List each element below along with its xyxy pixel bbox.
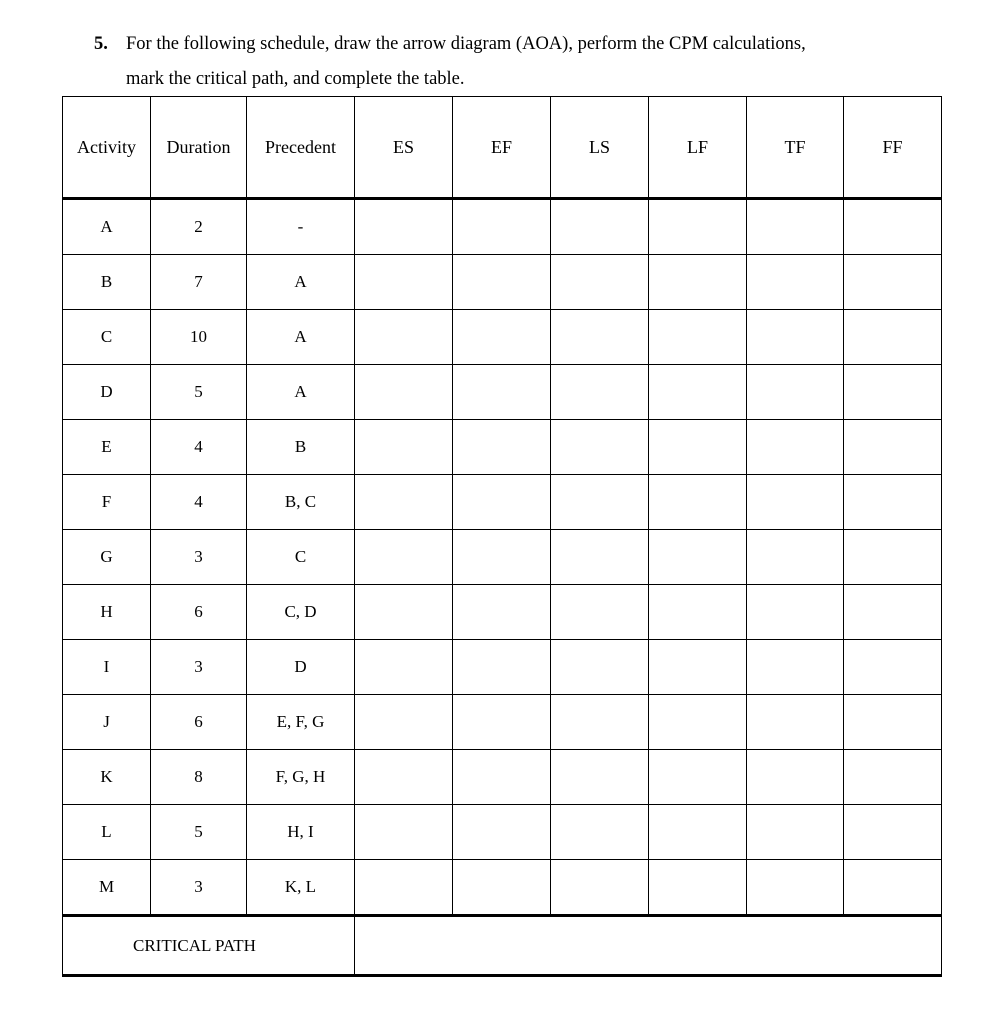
- activity-cell: B: [63, 255, 151, 310]
- activity-cell: G: [63, 530, 151, 585]
- ef-cell[interactable]: [453, 585, 551, 640]
- ff-cell[interactable]: [844, 805, 942, 860]
- ls-cell[interactable]: [551, 255, 649, 310]
- tf-cell[interactable]: [747, 199, 844, 255]
- tf-cell[interactable]: [747, 640, 844, 695]
- table-row: [63, 199, 942, 255]
- activity-cell: J: [63, 695, 151, 750]
- ls-cell[interactable]: [551, 750, 649, 805]
- ff-cell[interactable]: [844, 310, 942, 365]
- activity-cell: F: [63, 475, 151, 530]
- table-row: [63, 530, 942, 585]
- tf-cell[interactable]: [747, 475, 844, 530]
- question-line-1: [94, 27, 954, 62]
- duration-cell: 10: [151, 310, 247, 365]
- activity-cell: H: [63, 585, 151, 640]
- activity-cell: I: [63, 640, 151, 695]
- lf-cell[interactable]: [649, 860, 747, 916]
- ls-cell[interactable]: [551, 640, 649, 695]
- tf-cell[interactable]: [747, 420, 844, 475]
- table-row: [63, 420, 942, 475]
- tf-cell[interactable]: [747, 310, 844, 365]
- duration-cell: 2: [151, 199, 247, 255]
- duration-cell: 6: [151, 695, 247, 750]
- ef-cell[interactable]: [453, 255, 551, 310]
- question-text: [94, 27, 954, 97]
- lf-cell[interactable]: [649, 805, 747, 860]
- es-cell[interactable]: [355, 860, 453, 916]
- tf-cell[interactable]: [747, 860, 844, 916]
- lf-cell[interactable]: [649, 695, 747, 750]
- precedent-cell: B: [247, 420, 355, 475]
- precedent-cell: D: [247, 640, 355, 695]
- header-lf: LF: [649, 97, 747, 199]
- header-ls: LS: [551, 97, 649, 199]
- ef-cell[interactable]: [453, 640, 551, 695]
- ef-cell[interactable]: [453, 475, 551, 530]
- table-row: [63, 750, 942, 805]
- ls-cell[interactable]: [551, 420, 649, 475]
- ls-cell[interactable]: [551, 860, 649, 916]
- duration-cell: 4: [151, 475, 247, 530]
- precedent-cell: C, D: [247, 585, 355, 640]
- duration-cell: 3: [151, 530, 247, 585]
- es-cell[interactable]: [355, 695, 453, 750]
- es-cell[interactable]: [355, 530, 453, 585]
- table-body: [63, 199, 942, 976]
- table-row: [63, 640, 942, 695]
- ff-cell[interactable]: [844, 365, 942, 420]
- tf-cell[interactable]: [747, 585, 844, 640]
- precedent-cell: E, F, G: [247, 695, 355, 750]
- question-line-1-text: For the following schedule, draw the arrow diagram (AOA), perform the CPM calculations,: [126, 34, 806, 54]
- activity-cell: E: [63, 420, 151, 475]
- precedent-cell: B, C: [247, 475, 355, 530]
- activity-cell: A: [63, 199, 151, 255]
- duration-cell: 5: [151, 805, 247, 860]
- activity-cell: D: [63, 365, 151, 420]
- precedent-cell: A: [247, 365, 355, 420]
- tf-cell[interactable]: [747, 255, 844, 310]
- lf-cell[interactable]: [649, 475, 747, 530]
- ff-cell[interactable]: [844, 750, 942, 805]
- table-row: [63, 310, 942, 365]
- ff-cell[interactable]: [844, 860, 942, 916]
- header-ff: FF: [844, 97, 942, 199]
- header-precedent: Precedent: [247, 97, 355, 199]
- ls-cell[interactable]: [551, 365, 649, 420]
- precedent-cell: H, I: [247, 805, 355, 860]
- ef-cell[interactable]: [453, 199, 551, 255]
- ef-cell[interactable]: [453, 530, 551, 585]
- ff-cell[interactable]: [844, 199, 942, 255]
- critical-path-label: CRITICAL PATH: [63, 916, 355, 976]
- ls-cell[interactable]: [551, 585, 649, 640]
- ls-cell[interactable]: [551, 695, 649, 750]
- table-header-row: [63, 97, 942, 199]
- critical-path-answer[interactable]: [355, 916, 942, 976]
- ls-cell[interactable]: [551, 310, 649, 365]
- lf-cell[interactable]: [649, 530, 747, 585]
- duration-cell: 5: [151, 365, 247, 420]
- ef-cell[interactable]: [453, 695, 551, 750]
- lf-cell[interactable]: [649, 255, 747, 310]
- header-ef: EF: [453, 97, 551, 199]
- ef-cell[interactable]: [453, 420, 551, 475]
- es-cell[interactable]: [355, 199, 453, 255]
- es-cell[interactable]: [355, 750, 453, 805]
- ls-cell[interactable]: [551, 530, 649, 585]
- duration-cell: 8: [151, 750, 247, 805]
- critical-path-row: [63, 916, 942, 976]
- ff-cell[interactable]: [844, 475, 942, 530]
- ff-cell[interactable]: [844, 530, 942, 585]
- es-cell[interactable]: [355, 310, 453, 365]
- ls-cell[interactable]: [551, 475, 649, 530]
- ff-cell[interactable]: [844, 585, 942, 640]
- lf-cell[interactable]: [649, 365, 747, 420]
- activity-cell: K: [63, 750, 151, 805]
- lf-cell[interactable]: [649, 310, 747, 365]
- table-row: [63, 860, 942, 916]
- es-cell[interactable]: [355, 585, 453, 640]
- ff-cell[interactable]: [844, 420, 942, 475]
- ls-cell[interactable]: [551, 805, 649, 860]
- table-row: [63, 365, 942, 420]
- ff-cell[interactable]: [844, 255, 942, 310]
- precedent-cell: F, G, H: [247, 750, 355, 805]
- duration-cell: 7: [151, 255, 247, 310]
- ls-cell[interactable]: [551, 199, 649, 255]
- duration-cell: 3: [151, 860, 247, 916]
- lf-cell[interactable]: [649, 420, 747, 475]
- ff-cell[interactable]: [844, 695, 942, 750]
- lf-cell[interactable]: [649, 750, 747, 805]
- tf-cell[interactable]: [747, 805, 844, 860]
- tf-cell[interactable]: [747, 750, 844, 805]
- header-es: ES: [355, 97, 453, 199]
- es-cell[interactable]: [355, 475, 453, 530]
- duration-cell: 4: [151, 420, 247, 475]
- activity-cell: L: [63, 805, 151, 860]
- es-cell[interactable]: [355, 805, 453, 860]
- cpm-table: [62, 96, 942, 977]
- lf-cell[interactable]: [649, 199, 747, 255]
- es-cell[interactable]: [355, 255, 453, 310]
- question-line-2: mark the critical path, and complete the table.: [126, 69, 465, 89]
- precedent-cell: C: [247, 530, 355, 585]
- ef-cell[interactable]: [453, 860, 551, 916]
- table-row: [63, 585, 942, 640]
- ef-cell[interactable]: [453, 750, 551, 805]
- es-cell[interactable]: [355, 365, 453, 420]
- header-tf: TF: [747, 97, 844, 199]
- precedent-cell: -: [247, 199, 355, 255]
- header-duration: Duration: [151, 97, 247, 199]
- activity-cell: C: [63, 310, 151, 365]
- duration-cell: 6: [151, 585, 247, 640]
- lf-cell[interactable]: [649, 585, 747, 640]
- es-cell[interactable]: [355, 640, 453, 695]
- header-activity: Activity: [63, 97, 151, 199]
- table-row: [63, 805, 942, 860]
- es-cell[interactable]: [355, 420, 453, 475]
- tf-cell[interactable]: [747, 695, 844, 750]
- ef-cell[interactable]: [453, 310, 551, 365]
- activity-cell: M: [63, 860, 151, 916]
- lf-cell[interactable]: [649, 640, 747, 695]
- table-row: [63, 475, 942, 530]
- table-row: [63, 255, 942, 310]
- tf-cell[interactable]: [747, 530, 844, 585]
- precedent-cell: K, L: [247, 860, 355, 916]
- duration-cell: 3: [151, 640, 247, 695]
- ef-cell[interactable]: [453, 365, 551, 420]
- ff-cell[interactable]: [844, 640, 942, 695]
- table-row: [63, 695, 942, 750]
- ef-cell[interactable]: [453, 805, 551, 860]
- question-number: 5.: [94, 34, 108, 54]
- tf-cell[interactable]: [747, 365, 844, 420]
- precedent-cell: A: [247, 255, 355, 310]
- precedent-cell: A: [247, 310, 355, 365]
